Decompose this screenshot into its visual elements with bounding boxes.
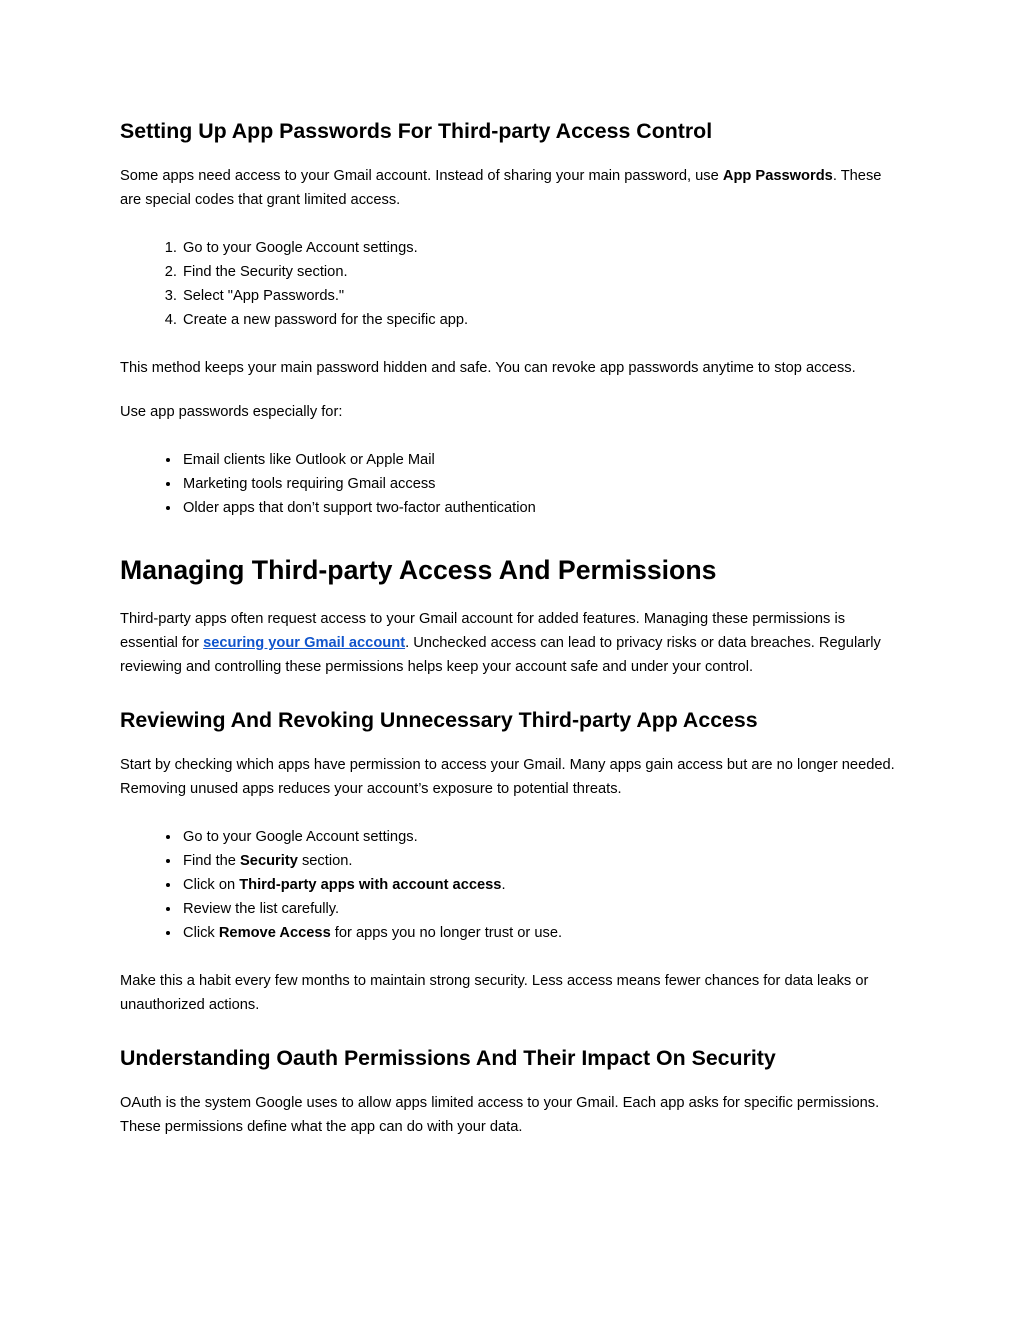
list-item bbox=[181, 236, 904, 260]
list-item bbox=[181, 496, 904, 520]
list-item bbox=[181, 921, 904, 945]
list-item bbox=[181, 308, 904, 332]
bold-text-run: Remove Access bbox=[218, 925, 331, 941]
paragraph-managing-access-intro bbox=[120, 607, 904, 679]
bullet-list-review-steps bbox=[120, 825, 904, 945]
link-securing-gmail-account[interactable]: securing your Gmail account bbox=[203, 635, 406, 651]
text-run: This method keeps your main password hidden and safe. You can revoke app passwords anytime to stop access. bbox=[120, 360, 856, 376]
list-item bbox=[181, 873, 904, 897]
heading-understanding-oauth: Understanding Oauth Permissions And Their Impact On Security bbox=[120, 1046, 776, 1070]
paragraph-reviewing-intro bbox=[120, 753, 904, 801]
text-run: . Unchecked access can lead to privacy risks or data breaches. Regularly reviewing and controlling these permissions helps keep your account safe and under your control. bbox=[120, 635, 881, 675]
text-run: Select "App Passwords." bbox=[183, 288, 345, 304]
list-item bbox=[181, 849, 904, 873]
numbered-list-app-password-steps bbox=[120, 236, 904, 332]
text-run: . bbox=[501, 877, 506, 893]
text-run: Start by checking which apps have permission to access your Gmail. Many apps gain access but are no longer needed. Removing unused apps reduces your account’s exposure to potential threats. bbox=[120, 757, 895, 797]
list-item bbox=[181, 825, 904, 849]
bullet-list-use-cases bbox=[120, 448, 904, 520]
bold-text-run: Security bbox=[240, 853, 298, 869]
text-run: Go to your Google Account settings. bbox=[183, 240, 418, 256]
list-item bbox=[181, 472, 904, 496]
text-run: Find the Security section. bbox=[183, 264, 348, 280]
text-run: Marketing tools requiring Gmail access bbox=[183, 476, 436, 492]
text-run: Older apps that don’t support two-factor authentication bbox=[183, 500, 536, 516]
text-run: Use app passwords especially for: bbox=[120, 404, 343, 420]
text-run: Create a new password for the specific app. bbox=[183, 312, 469, 328]
text-run: Go to your Google Account settings. bbox=[183, 829, 418, 845]
text-run: Click bbox=[183, 925, 219, 941]
paragraph-oauth-intro bbox=[120, 1091, 904, 1139]
text-run: section. bbox=[297, 853, 353, 869]
text-run: Find the bbox=[183, 853, 241, 869]
list-item bbox=[181, 897, 904, 921]
text-run: Make this a habit every few months to maintain strong security. Less access means fewer chances for data leaks or unauthorized actions. bbox=[120, 973, 869, 1013]
bold-text-run: App Passwords bbox=[722, 168, 833, 184]
text-run: Third-party apps often request access to your Gmail account for added features. Managing these permissions is essential for bbox=[120, 611, 846, 651]
list-item bbox=[181, 284, 904, 308]
text-run: . These are special codes that grant limited access. bbox=[120, 168, 882, 208]
paragraph-habit-note bbox=[120, 969, 904, 1017]
text-run: OAuth is the system Google uses to allow apps limited access to your Gmail. Each app asks for specific permissions. These permissions define what the app can do with your data. bbox=[120, 1095, 880, 1135]
text-run: Review the list carefully. bbox=[183, 901, 340, 917]
heading-setting-up-app-passwords: Setting Up App Passwords For Third-party Access Control bbox=[120, 119, 713, 143]
paragraph-revoke-note bbox=[120, 356, 904, 380]
heading-reviewing-revoking-access: Reviewing And Revoking Unnecessary Third-party App Access bbox=[120, 708, 758, 732]
paragraph-use-cases-lead bbox=[120, 400, 904, 424]
text-run: for apps you no longer trust or use. bbox=[330, 925, 563, 941]
heading-managing-third-party-access: Managing Third-party Access And Permissions bbox=[120, 555, 717, 585]
paragraph-app-passwords-intro bbox=[120, 164, 904, 212]
list-item bbox=[181, 448, 904, 472]
bold-text-run: Third-party apps with account access bbox=[239, 877, 502, 893]
text-run: Email clients like Outlook or Apple Mail bbox=[183, 452, 435, 468]
text-run: Some apps need access to your Gmail account. Instead of sharing your main password, use bbox=[120, 168, 723, 184]
list-item bbox=[181, 260, 904, 284]
text-run: Click on bbox=[183, 877, 240, 893]
